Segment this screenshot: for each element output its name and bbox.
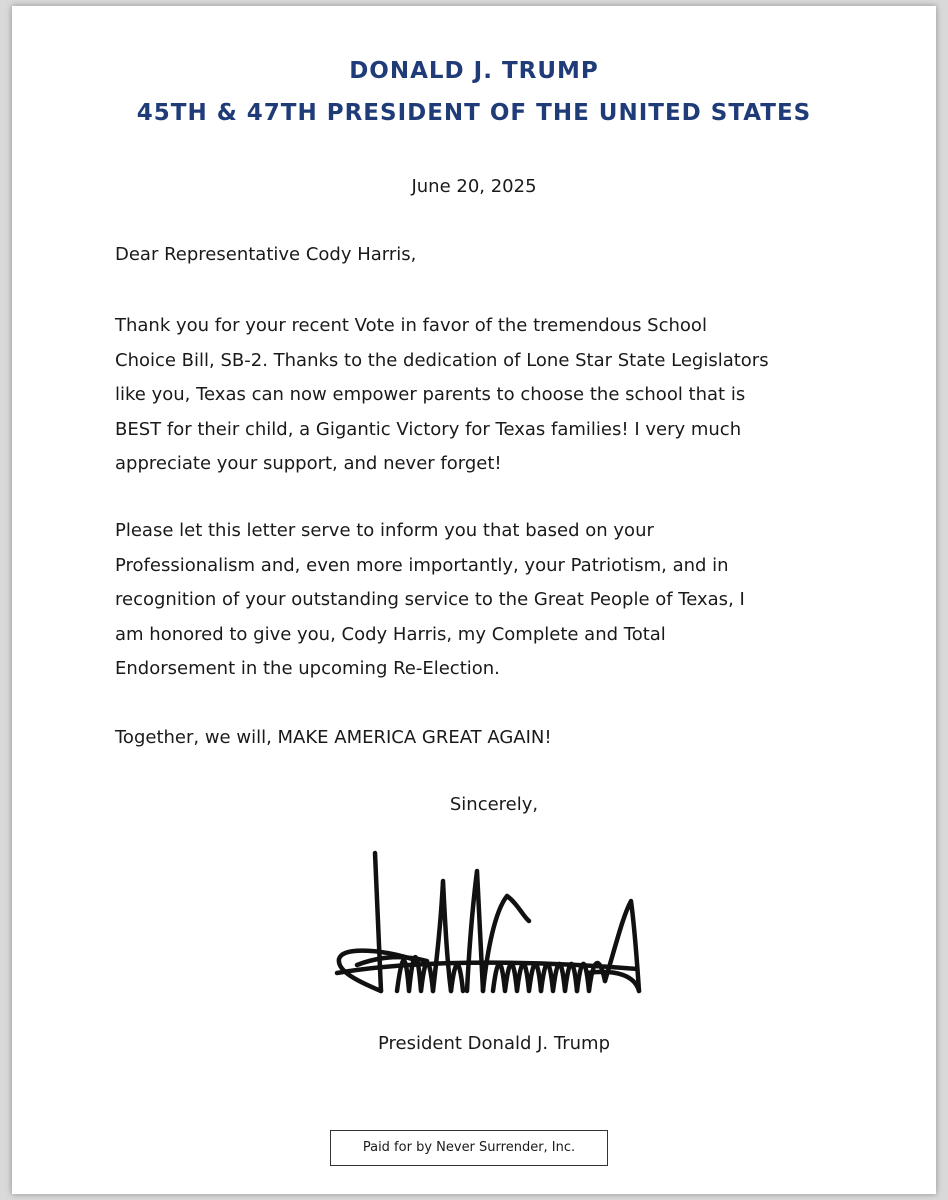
paragraph-1-line: Choice Bill, SB-2. Thanks to the dedication of Lone Star State Legislators	[115, 349, 769, 371]
letter-page	[12, 6, 936, 1194]
paragraph-2-line: Professionalism and, even more importantly, your Patriotism, and in	[115, 554, 729, 576]
salutation: Dear Representative Cody Harris,	[115, 244, 417, 265]
paid-for-disclaimer: Paid for by Never Surrender, Inc.	[330, 1130, 608, 1166]
paragraph-1-line: Thank you for your recent Vote in favor of the tremendous School	[115, 315, 707, 336]
paragraph-2-line: Endorsement in the upcoming Re-Election.	[115, 658, 500, 679]
closing: Sincerely,	[449, 794, 539, 815]
paragraph-2-line: recognition of your outstanding service to the Great People of Texas, I	[115, 589, 745, 610]
paragraph-2-line: am honored to give you, Cody Harris, my Complete and Total	[115, 623, 666, 645]
letterhead-title: 45TH & 47TH PRESIDENT OF THE UNITED STATES	[136, 100, 812, 126]
letterhead-name: DONALD J. TRUMP	[349, 58, 599, 84]
paragraph-2-line: Please let this letter serve to inform you that based on your	[115, 520, 654, 541]
letter-date: June 20, 2025	[411, 176, 537, 197]
paragraph-1-line: BEST for their child, a Gigantic Victory for Texas families! I very much	[115, 418, 742, 440]
paragraph-2	[115, 514, 835, 687]
paragraph-3: Together, we will, MAKE AMERICA GREAT AGAIN!	[115, 727, 552, 748]
signer-name: President Donald J. Trump	[377, 1033, 610, 1054]
paragraph-1	[115, 309, 835, 482]
paragraph-1-line: like you, Texas can now empower parents to choose the school that is	[115, 384, 746, 405]
paragraph-1-line: appreciate your support, and never forget!	[115, 453, 502, 474]
signature-icon	[317, 841, 657, 1011]
